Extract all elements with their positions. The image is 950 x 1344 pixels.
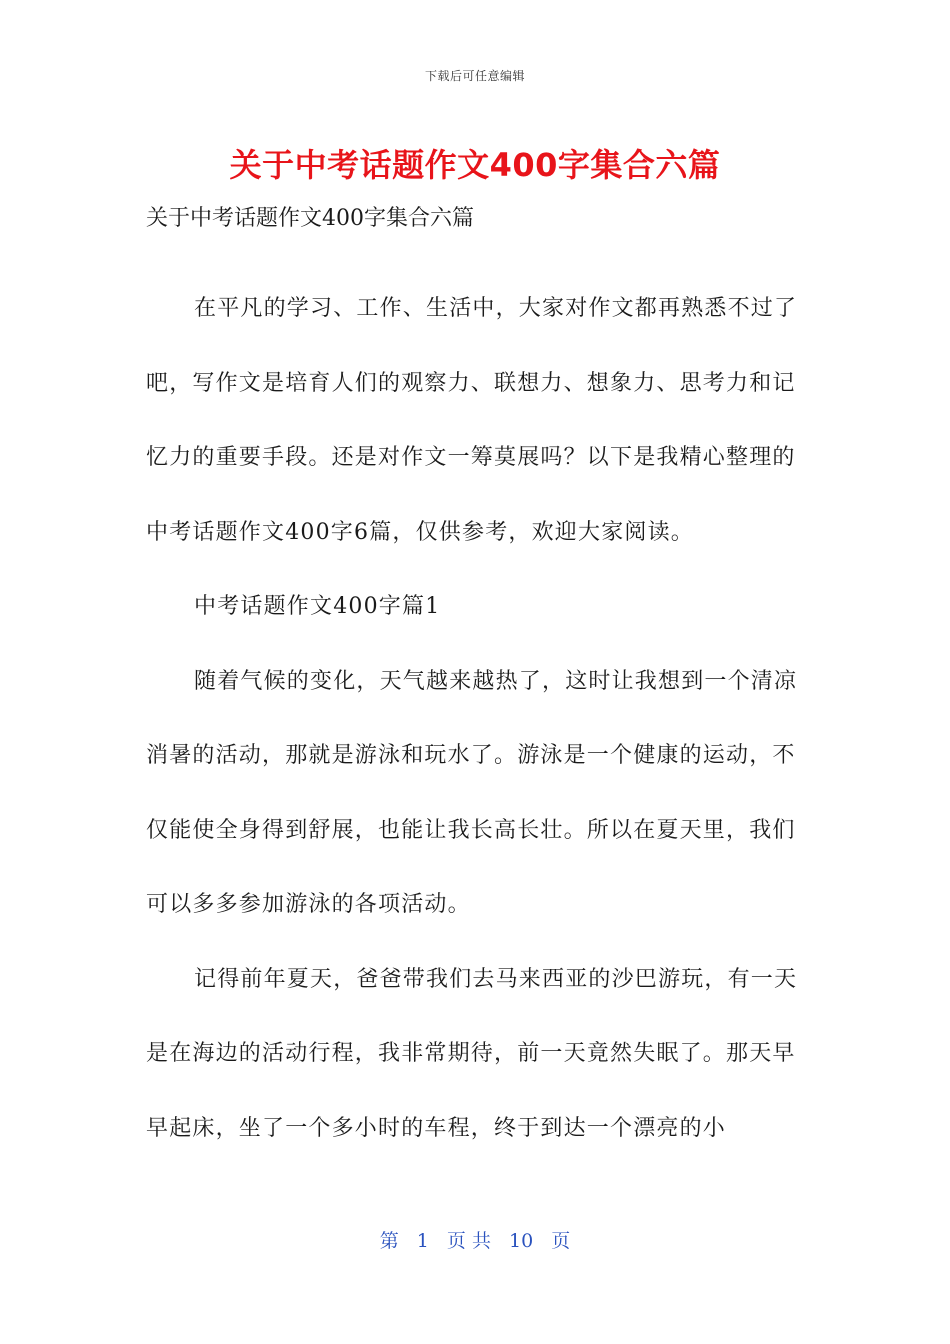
paragraph-1: 随着气候的变化，天气越来越热了，这时让我想到一个清凉消暑的活动，那就是游泳和玩水了。游泳是一个健康的运动，不仅能使全身得到舒展，也能让我长高长壮。所以在夏天里，我们可以多多参加游泳的各项活动。 [146, 668, 798, 917]
header-note: 下载后可任意编辑 [424, 69, 525, 83]
paragraph-intro: 在平凡的学习、工作、生活中，大家对作文都再熟悉不过了吧，写作文是培育人们的观察力、联想力、想象力、思考力和记忆力的重要手段。还是对作文一筹莫展吗？以下是我精心整理的中考话题作文400字6篇，仅供参考，欢迎大家阅读。 [146, 296, 798, 545]
section-heading: 中考话题作文400字篇1 [194, 594, 441, 619]
footer-suffix: 页 [551, 1230, 571, 1252]
page-footer [0, 1226, 950, 1253]
footer-mid: 页 共 [446, 1230, 491, 1252]
footer-page-number: 1 [416, 1230, 429, 1252]
document-body [146, 196, 802, 1166]
document-subtitle: 关于中考话题作文400字集合六篇 [146, 206, 474, 231]
footer-total-pages: 10 [509, 1230, 534, 1252]
footer-prefix: 第 [379, 1230, 399, 1252]
paragraph-2: 记得前年夏天，爸爸带我们去马来西亚的沙巴游玩，有一天是在海边的活动行程，我非常期待，前一天竟然失眠了。那天早早起床，坐了一个多小时的车程，终于到达一个漂亮的小 [146, 966, 798, 1141]
document-title: 关于中考话题作文400字集合六篇 [229, 146, 721, 184]
